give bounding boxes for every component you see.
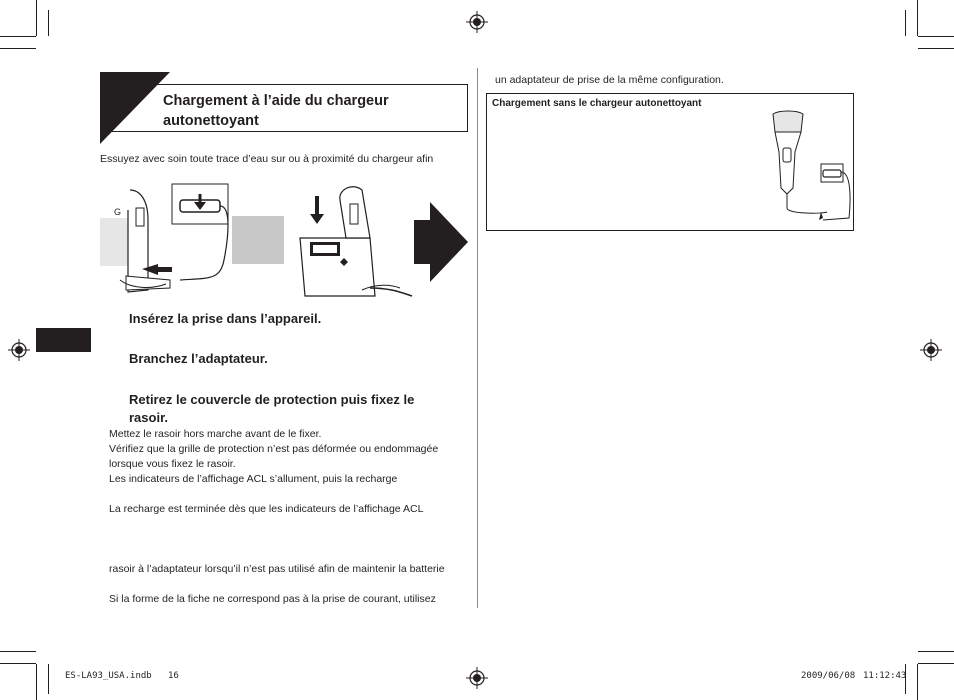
step-2: Branchez l’adaptateur. bbox=[129, 351, 268, 366]
registration-mark-icon bbox=[920, 339, 942, 361]
registration-mark-icon bbox=[8, 339, 30, 361]
registration-mark-icon bbox=[466, 11, 488, 33]
charging-box bbox=[486, 93, 854, 231]
step-1: Insérez la prise dans l’appareil. bbox=[129, 311, 322, 326]
section-header bbox=[100, 84, 468, 132]
step-3-line2: rasoir. bbox=[129, 410, 169, 425]
footer-date: 2009/06/08 bbox=[801, 671, 856, 681]
logo-mark: G bbox=[114, 207, 122, 217]
step-3-line1: Retirez le couvercle de protection puis fixez le bbox=[129, 392, 415, 407]
right-top-text: un adaptateur de prise de la même configuration. bbox=[495, 74, 724, 86]
next-step-arrow-icon bbox=[414, 202, 468, 282]
language-tab bbox=[36, 328, 91, 352]
step-3 bbox=[129, 391, 414, 427]
section-title-line2: autonettoyant bbox=[163, 113, 259, 129]
note-line: rasoir à l’adaptateur lorsqu’il n’est pas utilisé afin de maintenir la batterie bbox=[109, 563, 445, 575]
note-line: La recharge est terminée dès que les indicateurs de l’affichage ACL bbox=[109, 503, 424, 515]
section-marker bbox=[100, 72, 170, 144]
arrow-icon bbox=[310, 196, 324, 224]
shaver-adapter-illustration bbox=[763, 108, 853, 228]
column-divider bbox=[477, 68, 478, 608]
note-line: Mettez le rasoir hors marche avant de le fixer. bbox=[109, 428, 322, 440]
intro-text: Essuyez avec soin toute trace d’eau sur ou à proximité du chargeur afin bbox=[100, 153, 434, 165]
registration-mark-icon bbox=[466, 667, 488, 689]
note-line: Vérifiez que la grille de protection n’est pas déformée ou endommagée bbox=[109, 443, 439, 455]
plug-icon bbox=[823, 170, 841, 177]
charger-illustration bbox=[100, 180, 470, 304]
footer-time: 11:12:43 bbox=[863, 671, 907, 681]
box-title: Chargement sans le chargeur autonettoyant bbox=[492, 98, 702, 109]
note-line: Si la forme de la fiche ne correspond pas à la prise de courant, utilisez bbox=[109, 593, 436, 605]
note-line: Les indicateurs de l’affichage ACL s’allument, puis la recharge bbox=[109, 473, 398, 485]
section-title-line1: Chargement à l’aide du chargeur bbox=[163, 93, 389, 109]
section-title bbox=[163, 91, 389, 131]
footer-file: ES-LA93_USA.indb 16 bbox=[65, 671, 179, 681]
note-line: lorsque vous fixez le rasoir. bbox=[109, 458, 236, 470]
